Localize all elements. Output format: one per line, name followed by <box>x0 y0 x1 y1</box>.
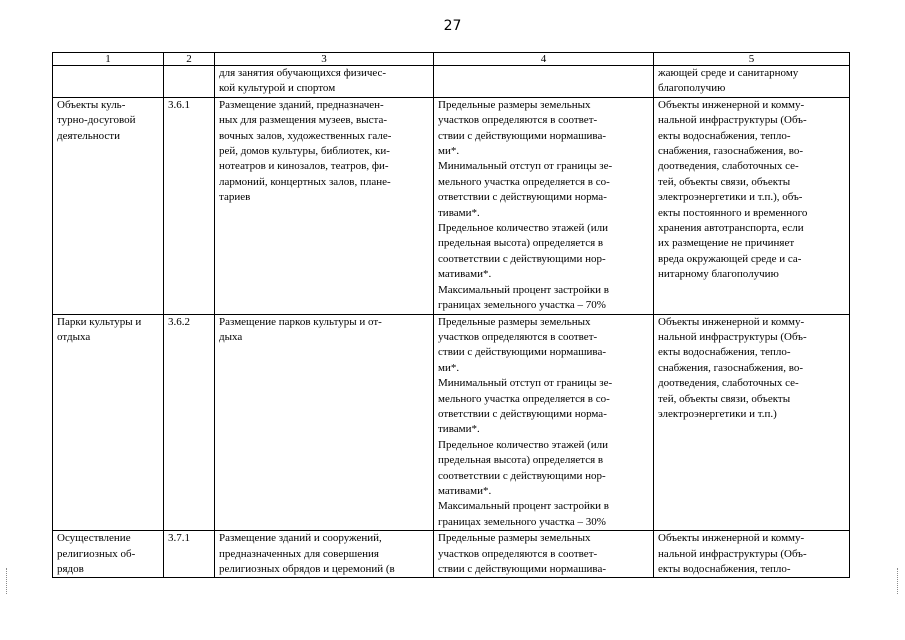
plot-parameters-cell <box>434 314 654 531</box>
continuation-row <box>53 66 850 98</box>
text-line: тей, объекты связи, объекты <box>658 175 791 188</box>
text-line: ответствии с действующими норма- <box>438 191 607 204</box>
text-line: нитарному благополучию <box>658 268 779 281</box>
text-line: хранения автотранспорта, если <box>658 222 804 235</box>
left-margin-mark <box>6 568 8 594</box>
text-line: предназначенных для совершения <box>219 547 379 560</box>
use-type-name-cell <box>53 97 164 314</box>
text-line: снабжения, газоснабжения, во- <box>658 145 804 158</box>
text-line: доотведения, слаботочных се- <box>658 160 799 173</box>
text-line: границах земельного участка – 30% <box>438 515 606 528</box>
text-line: Предельные размеры земельных <box>438 532 591 545</box>
text-line: турно-досуговой <box>57 114 136 127</box>
text-line: электроэнергетики и т.п.) <box>658 407 777 420</box>
use-type-name-cell <box>53 314 164 531</box>
text-line: 3.6.1 <box>168 98 190 111</box>
text-line: тивами*. <box>438 206 480 219</box>
text-line: ми*. <box>438 361 460 374</box>
right-margin-mark <box>897 568 899 594</box>
text-line: Минимальный отступ от границы зе- <box>438 160 613 173</box>
text-line: нальной инфраструктуры (Объ- <box>658 114 807 127</box>
plot-parameters-cell <box>434 97 654 314</box>
table-row <box>53 531 850 578</box>
text-line: ных для размещения музеев, выста- <box>219 114 387 127</box>
text-line: Парки культуры и <box>57 315 142 328</box>
text-line: рядов <box>57 563 84 575</box>
text-line: Предельное количество этажей (или <box>438 438 609 451</box>
use-code-cell <box>164 314 215 531</box>
use-description-cell <box>215 314 434 531</box>
text-line: Размещение зданий и сооружений, <box>219 532 382 545</box>
plot-parameters-cell <box>434 531 654 578</box>
text-line: нотеатров и кинозалов, театров, фи- <box>219 160 389 173</box>
text-line: вочных залов, художественных гале- <box>219 129 392 142</box>
text-line: соответствии с действующими нор- <box>438 469 606 482</box>
text-line: тариев <box>219 191 251 204</box>
text-line: отдыха <box>57 330 91 343</box>
ancillary-uses-cell <box>654 97 850 314</box>
column-number-2: 2 <box>164 53 215 66</box>
text-line: Размещение зданий, предназначен- <box>219 98 384 111</box>
text-line: екты водоснабжения, тепло- <box>658 129 791 142</box>
text-line: мативами*. <box>438 484 492 497</box>
text-line: мельного участка определяется в со- <box>438 175 610 188</box>
column-number-5: 5 <box>654 53 850 66</box>
text-line: религиозных об- <box>57 547 136 560</box>
continuation-ancillary-cell <box>654 66 850 98</box>
text-line: их размещение не причиняет <box>658 237 795 250</box>
text-line: нальной инфраструктуры (Объ- <box>658 547 807 560</box>
land-use-regulations-table <box>52 52 850 578</box>
use-type-name-cell <box>53 531 164 578</box>
text-line: мельного участка определяется в со- <box>438 392 610 405</box>
text-line: ствии с действующими нормашива- <box>438 563 607 575</box>
ancillary-uses-cell <box>654 531 850 578</box>
column-number-3: 3 <box>215 53 434 66</box>
column-number-1: 1 <box>53 53 164 66</box>
text-line: рей, домов культуры, библиотек, ки- <box>219 145 390 158</box>
use-code-cell <box>164 97 215 314</box>
text-line: Объекты инженерной и комму- <box>658 315 805 328</box>
text-line: Объекты инженерной и комму- <box>658 532 805 545</box>
column-number-4: 4 <box>434 53 654 66</box>
continuation-code-cell <box>164 66 215 98</box>
column-number-row <box>53 53 850 66</box>
use-code-cell <box>164 531 215 578</box>
page-number: 27 <box>443 18 462 34</box>
text-line: религиозных обрядов и церемоний (в <box>219 563 395 575</box>
text-line: 3.7.1 <box>168 532 190 545</box>
text-line: тивами*. <box>438 423 480 436</box>
text-line: Предельные размеры земельных <box>438 98 591 111</box>
text-line: вреда окружающей среде и са- <box>658 252 802 265</box>
text-line: Объекты куль- <box>57 98 126 111</box>
use-description-cell <box>215 531 434 578</box>
text-line: жающей среде и санитарному <box>658 67 799 79</box>
text-line: участков определяются в соответ- <box>438 330 598 343</box>
text-line: Предельные размеры земельных <box>438 315 591 328</box>
text-line: мативами*. <box>438 268 492 281</box>
text-line: участков определяются в соответ- <box>438 114 598 127</box>
continuation-parameters-cell <box>434 66 654 98</box>
table-row <box>53 314 850 531</box>
text-line: для занятия обучающихся физичес- <box>219 67 387 79</box>
text-line: Максимальный процент застройки в <box>438 500 609 513</box>
text-line: снабжения, газоснабжения, во- <box>658 361 804 374</box>
text-line: предельная высота) определяется в <box>438 454 604 467</box>
text-line: Осуществление <box>57 532 131 545</box>
text-line: нальной инфраструктуры (Объ- <box>658 330 807 343</box>
continuation-description-cell <box>215 66 434 98</box>
text-line: ствии с действующими нормашива- <box>438 129 607 142</box>
text-line: участков определяются в соответ- <box>438 547 598 560</box>
text-line: границах земельного участка – 70% <box>438 299 606 312</box>
text-line: Размещение парков культуры и от- <box>219 315 382 328</box>
text-line: соответствии с действующими нор- <box>438 252 606 265</box>
text-line: Предельное количество этажей (или <box>438 222 609 235</box>
text-line: дыха <box>219 330 243 343</box>
text-line: екты постоянного и временного <box>658 206 808 219</box>
text-line: Объекты инженерной и комму- <box>658 98 805 111</box>
text-line: Минимальный отступ от границы зе- <box>438 377 613 390</box>
ancillary-uses-cell <box>654 314 850 531</box>
table-row <box>53 97 850 314</box>
text-line: доотведения, слаботочных се- <box>658 377 799 390</box>
use-description-cell <box>215 97 434 314</box>
text-line: 3.6.2 <box>168 315 190 328</box>
text-line: ствии с действующими нормашива- <box>438 346 607 359</box>
text-line: кой культурой и спортом <box>219 82 336 95</box>
text-line: Максимальный процент застройки в <box>438 283 609 296</box>
continuation-name-cell <box>53 66 164 98</box>
text-line: благополучию <box>658 82 726 95</box>
text-line: ответствии с действующими норма- <box>438 407 607 420</box>
text-line: лармоний, концертных залов, плане- <box>219 175 391 188</box>
text-line: электроэнергетики и т.п.), объ- <box>658 191 803 204</box>
text-line: деятельности <box>57 129 120 142</box>
text-line: ми*. <box>438 145 460 158</box>
text-line: предельная высота) определяется в <box>438 237 604 250</box>
text-line: екты водоснабжения, тепло- <box>658 346 791 359</box>
text-line: екты водоснабжения, тепло- <box>658 563 791 575</box>
text-line: тей, объекты связи, объекты <box>658 392 791 405</box>
